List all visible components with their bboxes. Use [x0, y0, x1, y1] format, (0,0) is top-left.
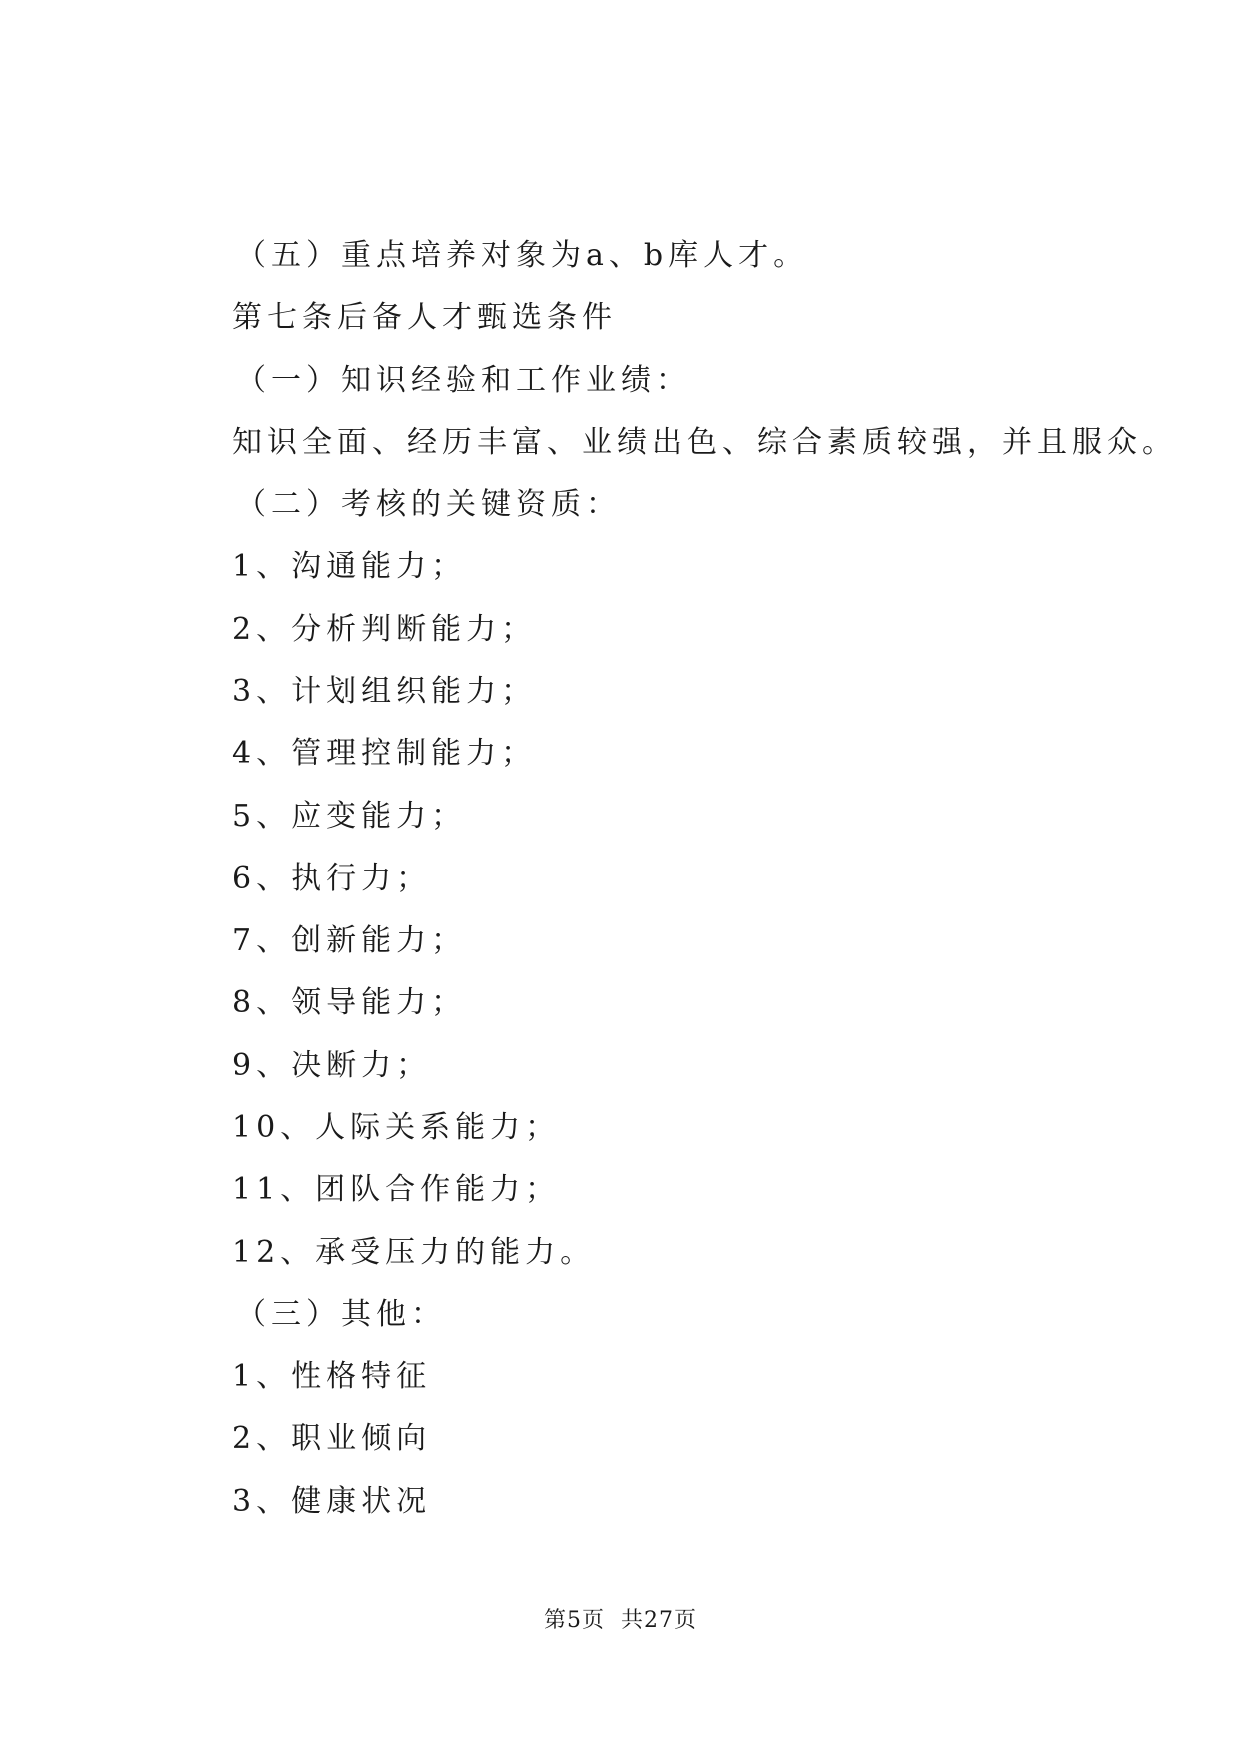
list-item: 3、健康状况 [232, 1484, 432, 1519]
list-item: 4、管理控制能力； [232, 736, 537, 771]
list-item: 1、沟通能力； [232, 549, 467, 584]
list-item: 8、领导能力； [232, 985, 467, 1020]
list-item: 3、计划组织能力； [232, 674, 537, 709]
subsection-heading: （一）知识经验和工作业绩： [236, 363, 691, 398]
page-footer [0, 1606, 1241, 1636]
paragraph-line: （五）重点培养对象为a、b库人才。 [236, 238, 809, 273]
list-item: 2、分析判断能力； [232, 612, 537, 647]
list-item: 11、团队合作能力； [232, 1172, 561, 1207]
list-item: 5、应变能力； [232, 799, 467, 834]
section-heading: 第七条后备人才甄选条件 [232, 300, 617, 335]
subsection-heading: （三）其他： [236, 1297, 446, 1332]
page-total: 共27页 [621, 1608, 697, 1633]
list-item: 6、执行力； [232, 861, 432, 896]
list-item: 7、创新能力； [232, 923, 467, 958]
list-item: 1、性格特征 [232, 1359, 432, 1394]
page-number: 第5页 [544, 1608, 605, 1633]
list-item: 2、职业倾向 [232, 1421, 432, 1456]
list-item: 9、决断力； [232, 1048, 432, 1083]
list-item: 10、人际关系能力； [232, 1110, 561, 1145]
subsection-heading: （二）考核的关键资质： [236, 487, 621, 522]
list-item: 12、承受压力的能力。 [232, 1235, 596, 1270]
paragraph-line: 知识全面、经历丰富、业绩出色、综合素质较强，并且服众。 [232, 425, 1177, 460]
